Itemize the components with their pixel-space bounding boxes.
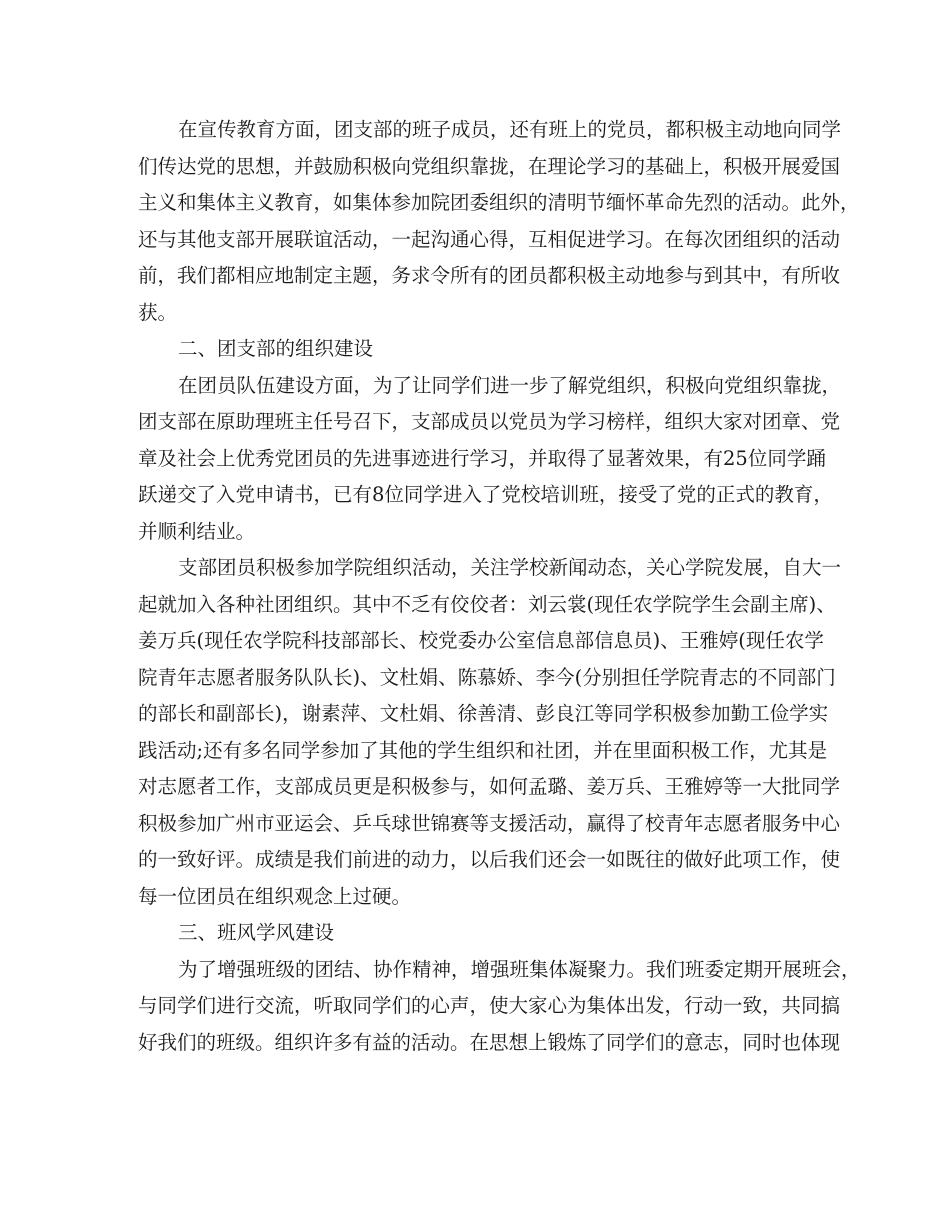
text-line: 为了增强班级的团结、协作精神，增强班集体凝聚力。我们班委定期开展班会， (178, 957, 861, 981)
text-line: 支部团员积极参加学院组织活动，关注学校新闻动态，关心学院发展，自大一 (178, 556, 842, 579)
text-line: 章及社会上优秀党团员的先进事迹进行学习，并取得了显著效果，有25位同学踊 (138, 446, 826, 470)
text-line: 们传达党的思想，并鼓励积极向党组织靠拢，在理论学习的基础上，积极开展爱国 (138, 154, 841, 178)
text-line: 跃递交了入党申请书，已有8位同学进入了党校培训班，接受了党的正式的教育， (138, 483, 833, 506)
text-line: 的一致好评。成绩是我们前进的动力，以后我们还会一如既往的做好此项工作，使 (138, 848, 841, 871)
text-line: 主义和集体主义教育，如集体参加院团委组织的清明节缅怀革命先烈的活动。此外， (138, 191, 860, 214)
text-line: 前，我们都相应地制定主题，务求令所有的团员都积极主动地参与到其中，有所收 (138, 264, 841, 287)
text-line: 并顺利结业。 (138, 519, 256, 543)
text-line: 起就加入各种社团组织。其中不乏有佼佼者：刘云裳(现任农学院学生会副主席)、 (138, 592, 836, 616)
text-line: 积极参加广州市亚运会、乒乓球世锦赛等支援活动，赢得了校青年志愿者服务中心 (138, 811, 841, 835)
text-line: 获。 (138, 300, 178, 324)
text-line: 院青年志愿者服务队队长)、文杜娟、陈慕娇、李今(分别担任学院青志的不同部门 (138, 665, 836, 689)
document-body (138, 112, 861, 1061)
text-line: 与同学们进行交流，听取同学们的心声，使大家心为集体出发，行动一致，共同搞 (138, 994, 841, 1017)
text-line: 二、团支部的组织建设 (178, 337, 374, 360)
text-line: 对志愿者工作，支部成员更是积极参与，如何孟璐、姜万兵、王雅婷等一大批同学 (138, 775, 841, 798)
text-line: 在宣传教育方面，团支部的班子成员，还有班上的党员，都积极主动地向同学 (178, 118, 842, 141)
text-line: 的部长和副部长)，谢素萍、文杜娟、徐善清、彭良江等同学积极参加勤工俭学实 (138, 702, 829, 725)
text-line: 好我们的班级。组织许多有益的活动。在思想上锻炼了同学们的意志，同时也体现 (138, 1030, 841, 1054)
text-line: 还与其他支部开展联谊活动，一起沟通心得，互相促进学习。在每次团组织的活动 (138, 227, 841, 251)
text-line: 团支部在原助理班主任号召下，支部成员以党员为学习榜样，组织大家对团章、党 (138, 410, 841, 433)
text-line: 三、班风学风建设 (178, 921, 335, 944)
text-line: 在团员队伍建设方面，为了让同学们进一步了解党组织，积极向党组织靠拢， (178, 373, 842, 397)
text-line: 践活动;还有多名同学参加了其他的学生组织和社团，并在里面积极工作，尤其是 (138, 738, 828, 762)
text-line: 姜万兵(现任农学院科技部部长、校党委办公室信息部信息员)、王雅婷(现任农学 (138, 629, 824, 652)
text-line: 每一位团员在组织观念上过硬。 (138, 884, 412, 908)
